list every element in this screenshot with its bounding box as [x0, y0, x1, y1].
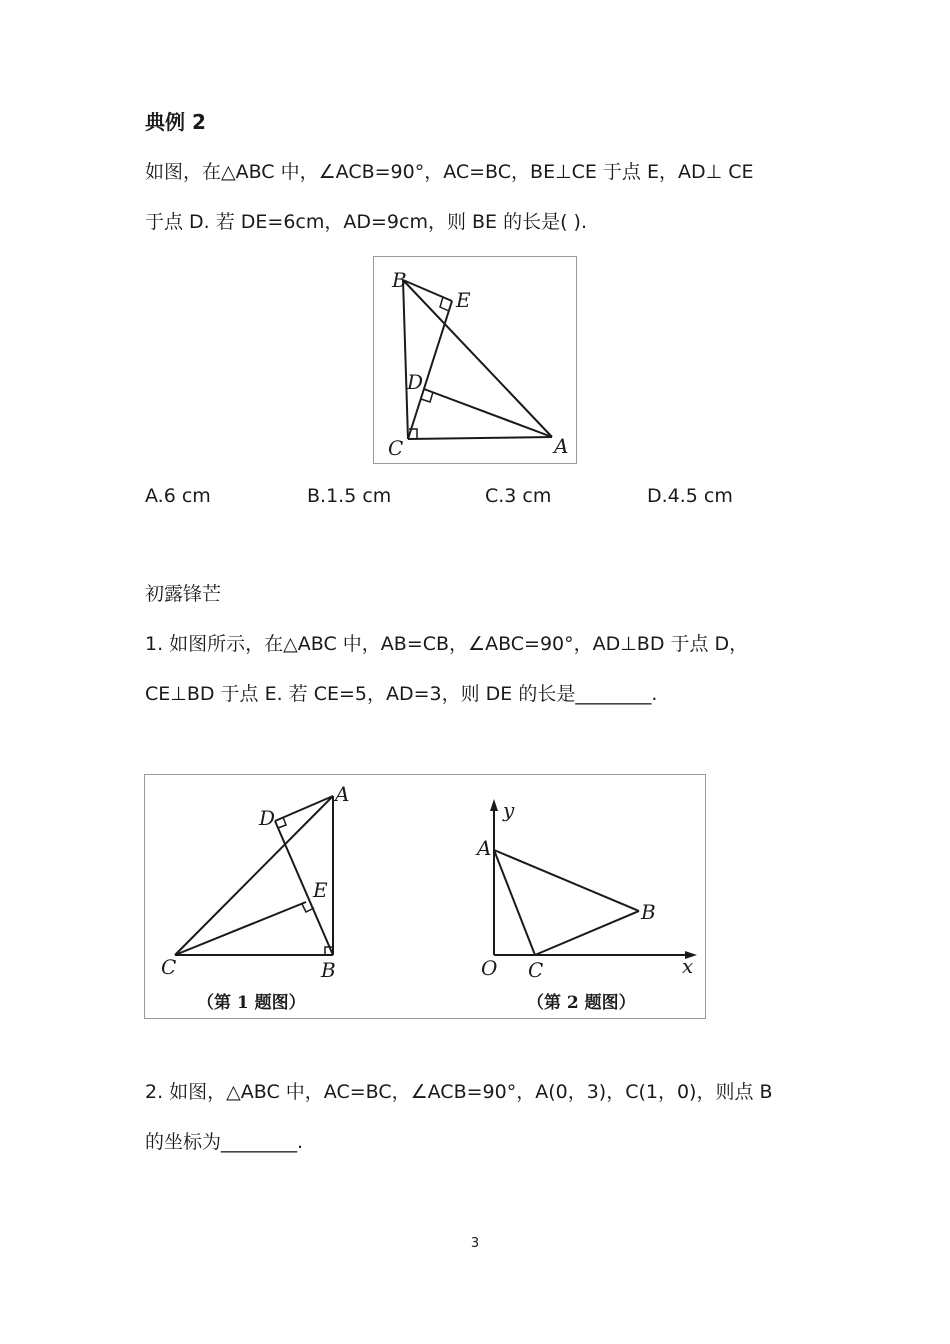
option-a: A.6 cm — [145, 485, 211, 507]
fig2-label-y: y — [503, 798, 515, 822]
fig2-label-A: A — [477, 836, 492, 860]
fig1-label-C: C — [161, 955, 177, 979]
example-figure — [373, 256, 577, 464]
question-1-line-1: 1. 如图所示，在△ABC 中，AB=CB，∠ABC=90°，AD⊥BD 于点 D， — [145, 633, 749, 655]
fig1-label-A: A — [335, 782, 350, 806]
example-question-line-2: 于点 D. 若 DE=6cm，AD=9cm，则 BE 的长是( ). — [145, 211, 588, 233]
question-2-line-1: 2. 如图，△ABC 中，AC=BC，∠ACB=90°，A(0，3)，C(1，0)，则点 B — [145, 1081, 773, 1103]
figure-1 — [161, 782, 349, 1013]
fig1-caption: （第 1 题图） — [197, 993, 306, 1013]
option-b: B.1.5 cm — [307, 485, 392, 507]
option-d: D.4.5 cm — [647, 485, 733, 507]
fig2-label-C: C — [528, 958, 544, 982]
example-question-line-1: 如图，在△ABC 中，∠ACB=90°，AC=BC，BE⊥CE 于点 E，AD⊥ CE — [145, 161, 754, 183]
fig2-label-B: B — [641, 900, 656, 924]
label-B: B — [392, 268, 407, 292]
question-2-line-2: 的坐标为________. — [145, 1131, 304, 1153]
fig2-label-O: O — [481, 956, 498, 980]
label-C: C — [388, 436, 404, 460]
figure-2 — [475, 798, 697, 1013]
fig1-label-D: D — [259, 806, 276, 830]
label-D: D — [407, 370, 424, 394]
fig1-label-E: E — [313, 878, 328, 902]
label-E: E — [456, 288, 471, 312]
page-number: 3 — [470, 1236, 480, 1251]
practice-figures — [144, 774, 706, 1019]
practice-title: 初露锋芒 — [145, 583, 222, 605]
example-heading: 典例 2 — [145, 110, 206, 134]
label-A: A — [554, 434, 569, 458]
question-1-line-2: CE⊥BD 于点 E. 若 CE=5，AD=3，则 DE 的长是________. — [145, 683, 658, 705]
fig1-label-B: B — [321, 958, 336, 982]
option-c: C.3 cm — [485, 485, 552, 507]
fig2-caption: （第 2 题图） — [527, 993, 636, 1013]
fig2-label-x: x — [682, 954, 694, 978]
